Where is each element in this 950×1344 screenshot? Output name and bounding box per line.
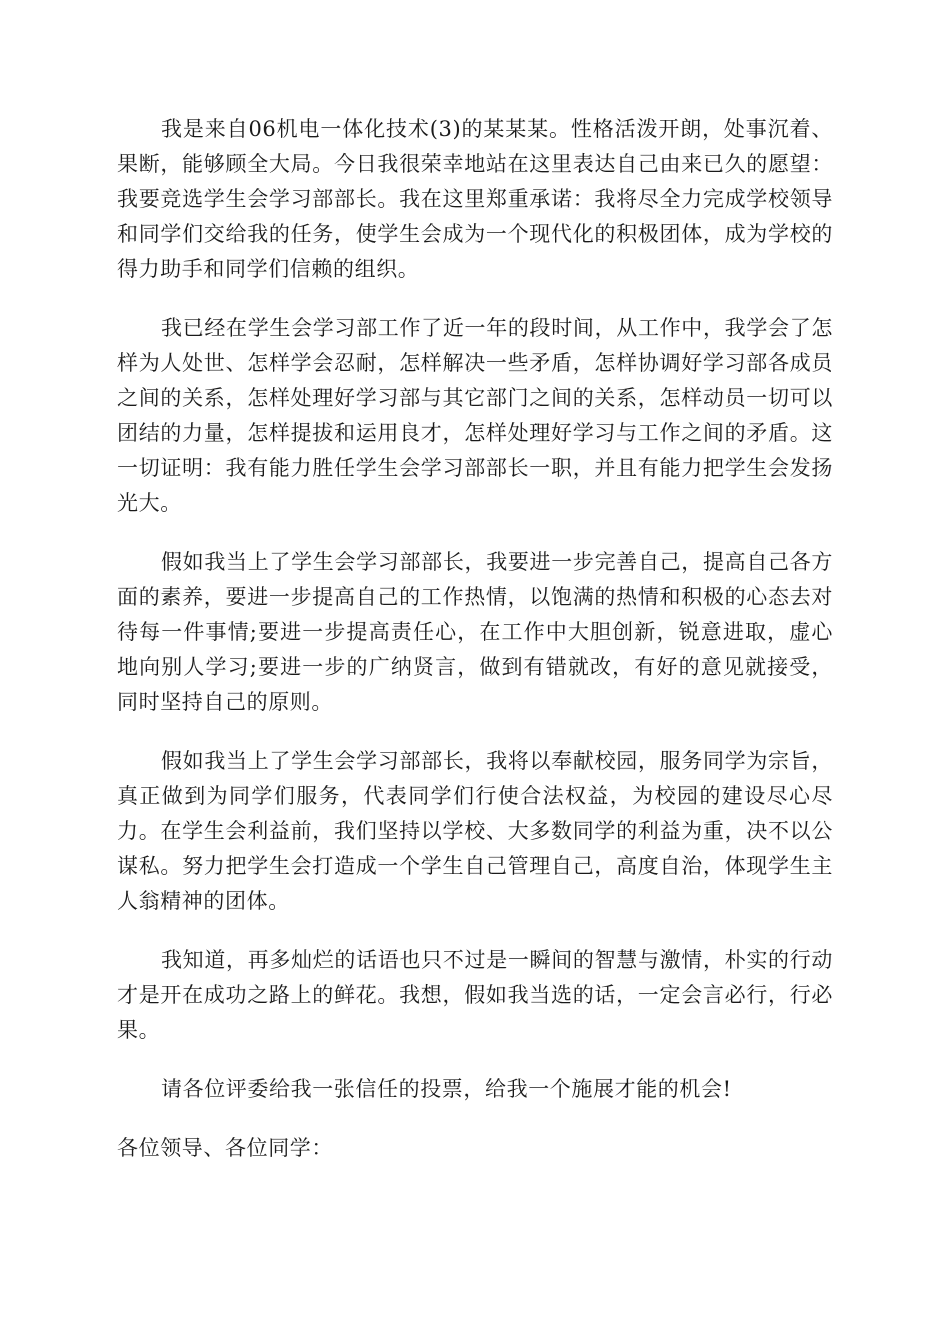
paragraph-request-vote: 请各位评委给我一张信任的投票，给我一个施展才能的机会!	[161, 1077, 732, 1101]
paragraph-plan-service: 假如我当上了学生会学习部部长，我将以奉献校园，服务同学为宗旨，真正做到为同学们服务，代表同学们行使合法权益，为校园的建设尽心尽力。在学生会利益前，我们坚持以学校、大多数同学的利益为重，决不以公谋私。努力把学生会打造成一个学生自己管理自己，高度自治，体现学生主人翁精神的团体。	[117, 749, 833, 913]
paragraph-plan-self-improvement: 假如我当上了学生会学习部部长，我要进一步完善自己，提高自己各方面的素养，要进一步提高自己的工作热情，以饱满的热情和积极的心态去对待每一件事情;要进一步提高责任心，在工作中大胆创新，锐意进取，虚心地向别人学习;要进一步的广纳贤言，做到有错就改，有好的意见就接受，同时坚持自己的原则。	[117, 550, 833, 714]
document-page	[117, 112, 833, 1190]
paragraph-commitment: 我知道，再多灿烂的话语也只不过是一瞬间的智慧与激情，朴实的行动才是开在成功之路上的鲜花。我想，假如我当选的话，一定会言必行，行必果。	[117, 948, 833, 1042]
paragraph-salutation: 各位领导、各位同学：	[117, 1136, 333, 1160]
paragraph-experience: 我已经在学生会学习部工作了近一年的段时间，从工作中，我学会了怎样为人处世、怎样学会忍耐，怎样解决一些矛盾，怎样协调好学习部各成员之间的关系，怎样处理好学习部与其它部门之间的关系，怎样动员一切可以团结的力量，怎样提拔和运用良才，怎样处理好学习与工作之间的矛盾。这一切证明：我有能力胜任学生会学习部部长一职，并且有能力把学生会发扬光大。	[117, 316, 833, 515]
paragraph-intro: 我是来自06机电一体化技术(3)的某某某。性格活泼开朗，处事沉着、果断，能够顾全大局。今日我很荣幸地站在这里表达自己由来已久的愿望：我要竞选学生会学习部部长。我在这里郑重承诺：我将尽全力完成学校领导和同学们交给我的任务，使学生会成为一个现代化的积极团体，成为学校的得力助手和同学们信赖的组织。	[117, 117, 833, 281]
